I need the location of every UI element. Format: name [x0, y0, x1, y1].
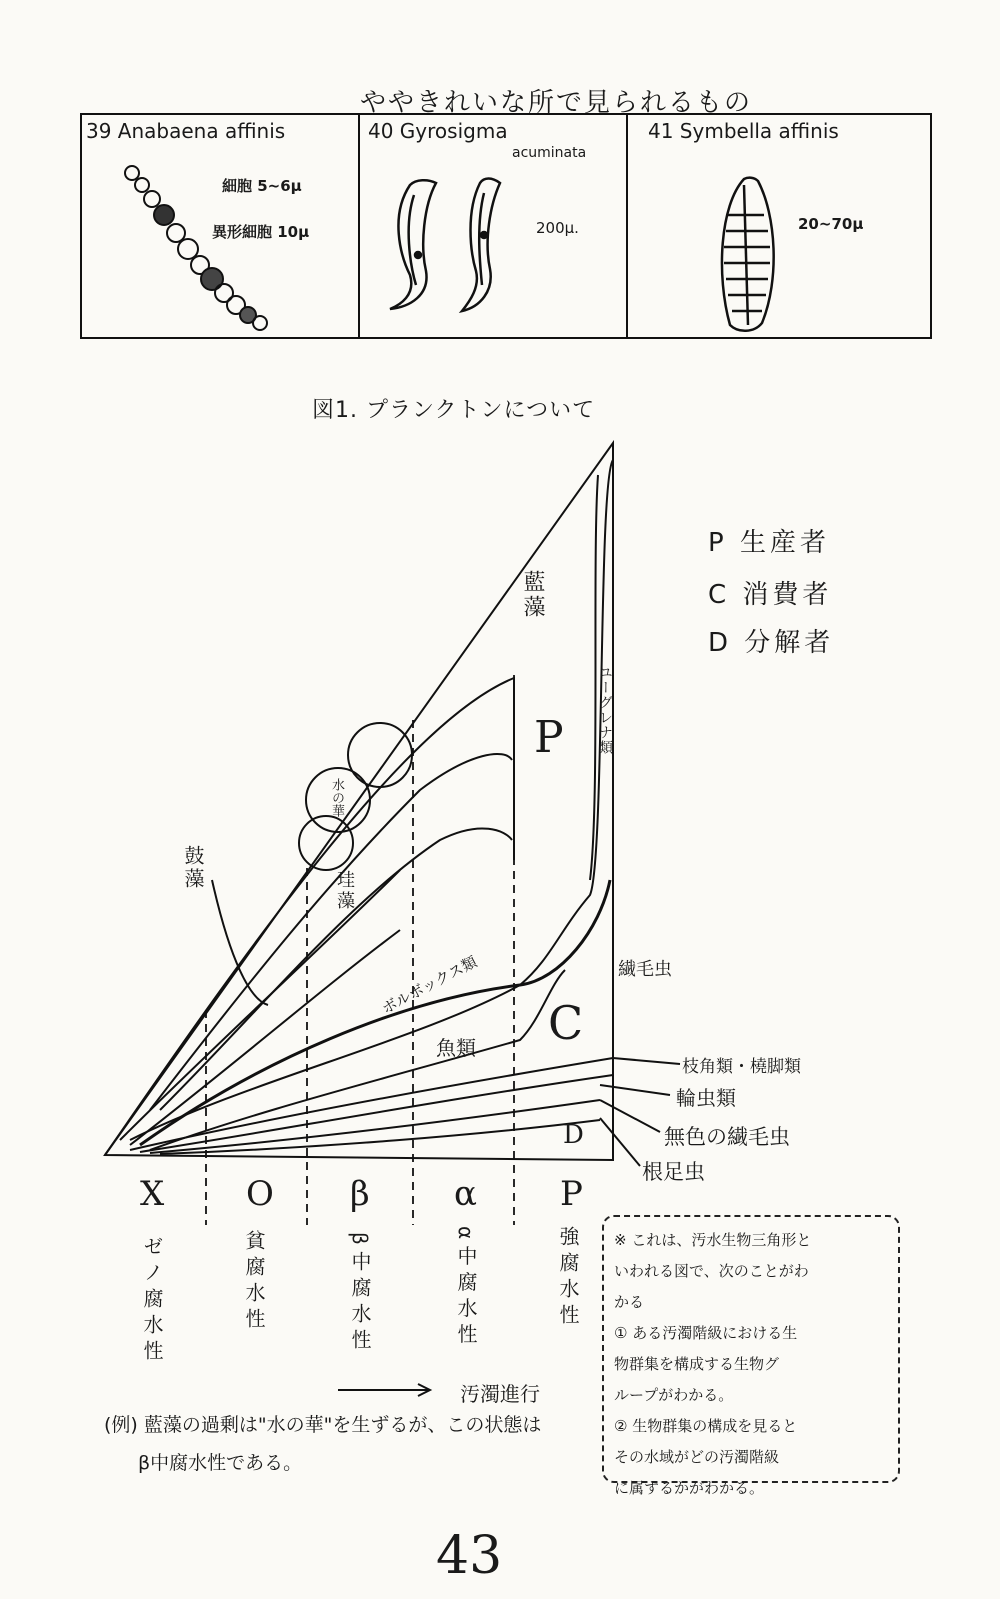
- label-euglena: ユーグレナ類: [597, 665, 613, 755]
- label-fish: 魚類: [436, 1036, 476, 1060]
- zone-symbol-beta: β: [350, 1174, 370, 1214]
- example-line-2: β中腐水性である。: [138, 1452, 303, 1474]
- zone-symbol-oligo: O: [246, 1174, 274, 1214]
- label-water-bloom: 水の華: [329, 778, 344, 817]
- symbella-size-note: 20~70μ: [798, 215, 864, 233]
- zone-symbol-xeno: X: [140, 1174, 165, 1214]
- triangle-outline: [105, 443, 613, 1160]
- label-blue-green-algae: 藍藻: [520, 570, 545, 620]
- legend-decomposer: D 分解者: [708, 628, 835, 658]
- label-desmid: 鼓藻: [181, 845, 205, 891]
- label-rhizopod: 根足虫: [642, 1160, 705, 1184]
- zone-symbol-poly: P: [560, 1174, 583, 1214]
- zone-symbol-alpha: α: [454, 1174, 477, 1214]
- page-number: 43: [436, 1526, 503, 1586]
- note-line: ① ある汚濁階級における生: [614, 1324, 798, 1342]
- page-heading: ややきれいな所で見られるもの: [360, 88, 753, 118]
- zone-name-poly: 強腐水性: [556, 1226, 580, 1330]
- label-colorless-ciliate: 無色の繊毛虫: [664, 1125, 790, 1149]
- gyrosigma-size-note: 200μ.: [536, 219, 579, 237]
- note-line: ② 生物群集の構成を見ると: [614, 1417, 798, 1435]
- label-ciliate: 繊毛虫: [618, 959, 672, 980]
- note-line: その水域がどの汚濁階級: [614, 1448, 780, 1466]
- explanation-note: [602, 1215, 900, 1497]
- specimen-subtitle: acuminata: [512, 145, 587, 161]
- zone-name-beta: β中腐水性: [348, 1232, 372, 1355]
- label-crustacean: 枝角類・橈脚類: [682, 1057, 801, 1077]
- note-line: いわれる図で、次のことがわ: [614, 1262, 809, 1280]
- zone-name-alpha: α中腐水性: [454, 1226, 478, 1350]
- label-diatom: 珪藻: [334, 870, 355, 912]
- figure-caption: 図1. プランクトンについて: [312, 398, 596, 423]
- note-line: ループがわかる。: [614, 1386, 734, 1404]
- specimen-title: 39 Anabaena affinis: [86, 119, 286, 143]
- region-c-label: C: [548, 996, 584, 1050]
- pollution-progress-label: 汚濁進行: [460, 1382, 540, 1406]
- label-volvox: ボルボックス類: [378, 952, 480, 1018]
- legend-consumer: C 消費者: [708, 580, 833, 610]
- specimen-title: 40 Gyrosigma: [368, 119, 508, 143]
- note-line: かる: [614, 1293, 645, 1311]
- specimen-title: 41 Symbella affinis: [648, 119, 839, 143]
- label-rotifer: 輪虫類: [676, 1086, 736, 1110]
- zone-name-xeno: ゼノ腐水性: [140, 1236, 164, 1366]
- note-line: ※ これは、汚水生物三角形と: [614, 1231, 812, 1249]
- legend-producer: P 生産者: [708, 528, 830, 558]
- region-p-label: P: [534, 712, 564, 763]
- note-line: に属するかがわかる。: [614, 1479, 765, 1497]
- heterocyst-size-note: 異形細胞 10μ: [212, 223, 310, 241]
- region-d-label: D: [563, 1120, 584, 1150]
- zone-name-oligo: 貧腐水性: [242, 1230, 266, 1334]
- example-line-1: (例) 藍藻の過剰は"水の華"を生ずるが、この状態は: [104, 1414, 542, 1436]
- note-line: 物群集を構成する生物グ: [614, 1355, 780, 1373]
- cell-size-note: 細胞 5~6μ: [222, 177, 302, 195]
